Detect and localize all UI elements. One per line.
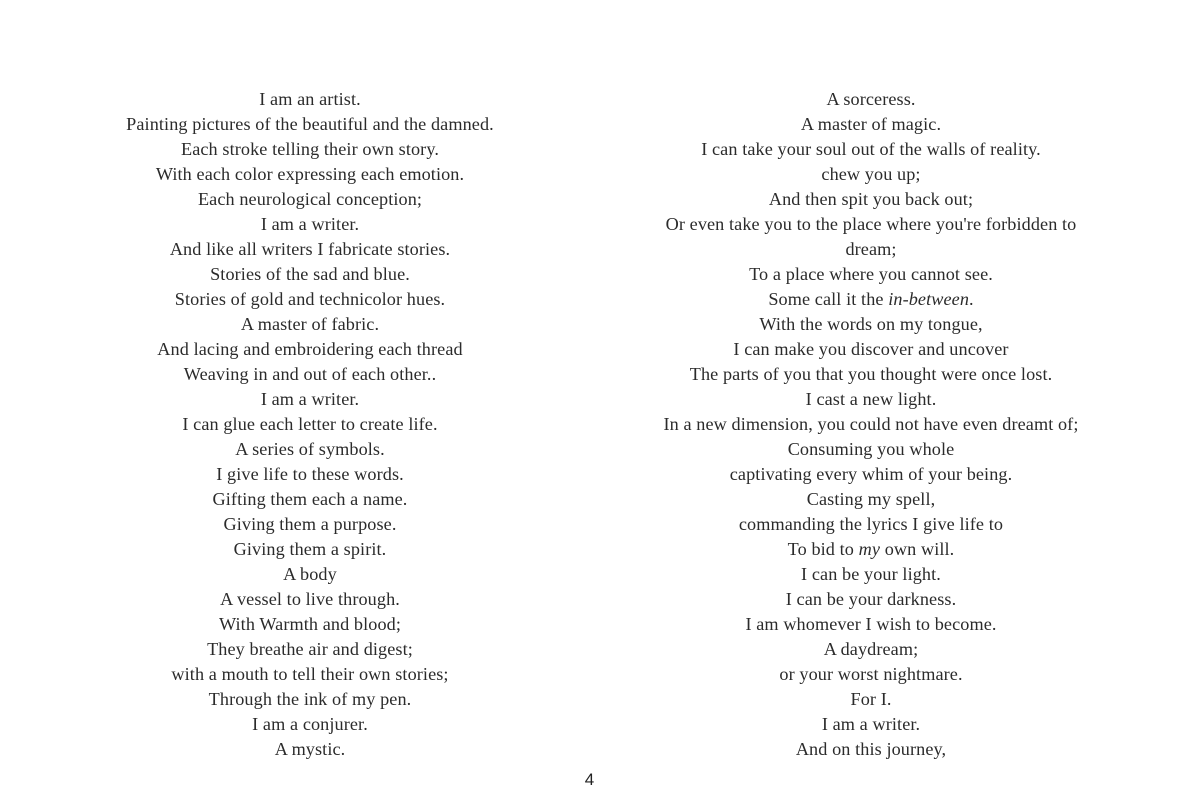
- poem-line: A master of magic.: [800, 114, 942, 134]
- poem-line: I cast a new light.: [805, 389, 937, 409]
- poem-line: Casting my spell,: [806, 489, 936, 509]
- poem-line: With the words on my tongue,: [759, 314, 983, 334]
- poem-line: Painting pictures of the beautiful and the damned.: [126, 114, 494, 134]
- poem-line: I can be your darkness.: [785, 589, 957, 609]
- poem-line: A daydream;: [823, 639, 919, 659]
- poem-line: I can make you discover and uncover: [733, 339, 1009, 359]
- poem-line: And like all writers I fabricate stories.: [169, 239, 451, 259]
- poem-line: Each stroke telling their own story.: [181, 139, 439, 159]
- poem-line: With Warmth and blood;: [218, 614, 402, 634]
- poem-line: For I.: [850, 689, 892, 709]
- poem-line: A body: [283, 564, 337, 584]
- poem-line: I am a writer.: [260, 389, 360, 409]
- poem-line: Each neurological conception;: [197, 189, 423, 209]
- poem-line: Through the ink of my pen.: [208, 689, 412, 709]
- page-number: 4: [584, 770, 595, 789]
- poem-line: I am whomever I wish to become.: [745, 614, 997, 634]
- poem-line: Consuming you whole: [787, 439, 955, 459]
- poem-line: or your worst nightmare.: [779, 664, 963, 684]
- poem-line: I can glue each letter to create life.: [182, 414, 438, 434]
- poem-line-emphasis: my: [858, 539, 881, 559]
- poem-line: Stories of the sad and blue.: [210, 264, 410, 284]
- poem-line: And lacing and embroidering each thread: [157, 339, 463, 359]
- poem-line: A series of symbols.: [235, 439, 385, 459]
- poem-line: I am a conjurer.: [252, 714, 368, 734]
- poem-line: I am a writer.: [821, 714, 921, 734]
- poem-line: The parts of you that you thought were once lost.: [689, 364, 1053, 384]
- poem-line: Gifting them each a name.: [212, 489, 408, 509]
- poem-line-text: To bid to: [787, 539, 859, 559]
- poem-line: A mystic.: [274, 739, 346, 759]
- poem-line: Or even take you to the place where you're forbidden to: [665, 214, 1077, 234]
- poem-line-text: own will.: [880, 539, 955, 559]
- poem-right-column: [611, 87, 1131, 762]
- poem-line: In a new dimension, you could not have even dreamt of;: [663, 414, 1079, 434]
- poem-line: I can be your light.: [801, 564, 941, 584]
- poem-line-text: .: [969, 289, 974, 309]
- poem-line: A sorceress.: [826, 89, 916, 109]
- poem-line: And on this journey,: [795, 739, 947, 759]
- poem-line: I am a writer.: [260, 214, 360, 234]
- poem-line: A master of fabric.: [240, 314, 380, 334]
- poem-line: chew you up;: [821, 164, 921, 184]
- poem-line: I can take your soul out of the walls of reality.: [701, 139, 1041, 159]
- poem-line: Stories of gold and technicolor hues.: [174, 289, 446, 309]
- poem-line: I am an artist.: [259, 89, 361, 109]
- poem-line: A vessel to live through.: [220, 589, 400, 609]
- poem-line-text: Some call it the: [768, 289, 889, 309]
- poem-line: commanding the lyrics I give life to: [738, 514, 1004, 534]
- poem-line: I give life to these words.: [216, 464, 404, 484]
- poem-line: with a mouth to tell their own stories;: [171, 664, 449, 684]
- poem-line: [611, 287, 1131, 312]
- poem-line: [611, 537, 1131, 562]
- poem-line: To a place where you cannot see.: [749, 264, 993, 284]
- poem-line: Giving them a spirit.: [233, 539, 387, 559]
- poem-line-emphasis: in-between: [888, 289, 970, 309]
- poem-line: And then spit you back out;: [768, 189, 974, 209]
- poem-line: dream;: [845, 239, 897, 259]
- poem-line: They breathe air and digest;: [207, 639, 413, 659]
- poem-line: captivating every whim of your being.: [729, 464, 1013, 484]
- poem-line: Giving them a purpose.: [223, 514, 397, 534]
- poem-line: Weaving in and out of each other..: [183, 364, 437, 384]
- poem-left-column: [50, 87, 570, 762]
- poem-line: With each color expressing each emotion.: [155, 164, 465, 184]
